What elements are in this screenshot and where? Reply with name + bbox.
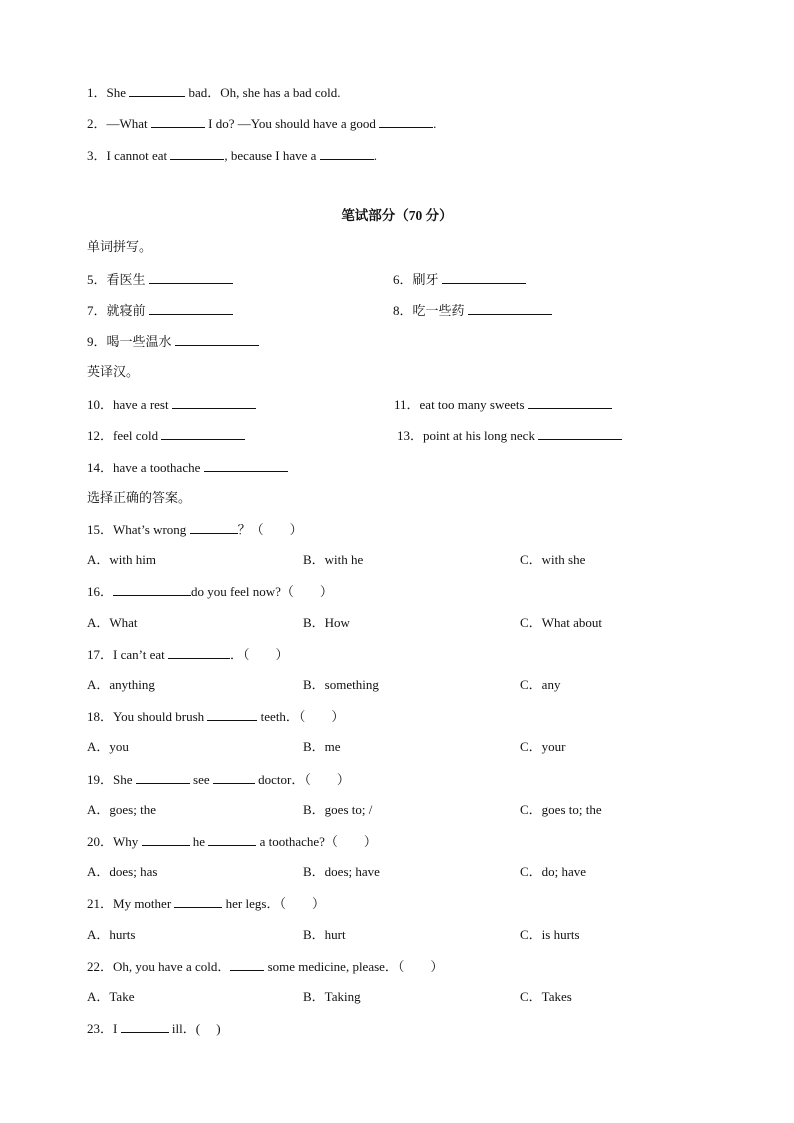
option-b[interactable]: B．hurt — [303, 927, 346, 942]
option-c[interactable]: C．your — [520, 739, 566, 754]
option-b[interactable]: B．me — [303, 739, 341, 754]
question-17 — [87, 646, 289, 663]
question-text: —What — [106, 116, 151, 131]
question-text: some medicine, please．（ ） — [264, 959, 444, 974]
answer-blank[interactable] — [213, 771, 255, 784]
answer-blank[interactable] — [174, 895, 222, 908]
question-text: point at his long neck — [423, 428, 539, 443]
answer-blank[interactable] — [175, 333, 259, 346]
question-text: I can’t eat — [113, 647, 168, 662]
question-number: 13． — [397, 428, 424, 443]
option-c[interactable]: C．goes to; the — [520, 802, 602, 817]
question-text: bad．Oh, she has a bad cold. — [185, 85, 341, 100]
answer-blank[interactable] — [168, 646, 230, 659]
question-text: She — [113, 772, 136, 787]
question-text: eat too many sweets — [419, 397, 528, 412]
option-b[interactable]: B．Taking — [303, 989, 361, 1004]
question-text: teeth．（ ） — [257, 709, 345, 724]
answer-blank[interactable] — [208, 833, 256, 846]
option-c[interactable]: C．is hurts — [520, 927, 580, 942]
answer-blank[interactable] — [538, 427, 622, 440]
option-c[interactable]: C．Takes — [520, 989, 572, 1004]
question-number: 16． — [87, 584, 114, 599]
question-number: 10． — [87, 397, 114, 412]
answer-blank[interactable] — [207, 708, 257, 721]
option-c[interactable]: C．with she — [520, 552, 586, 567]
option-c[interactable]: C．any — [520, 677, 561, 692]
question-number: 21． — [87, 896, 114, 911]
question-text: You should brush — [113, 709, 208, 724]
question-22 — [87, 958, 443, 975]
question-18 — [87, 708, 344, 725]
question-text: Why — [113, 834, 142, 849]
question-number: 23． — [87, 1021, 114, 1036]
question-text: have a rest — [113, 397, 172, 412]
question-3 — [87, 147, 377, 164]
question-number: 14． — [87, 460, 114, 475]
question-number: 11． — [394, 397, 420, 412]
question-number: 12． — [87, 428, 114, 443]
question-text: Oh, you have a cold． — [113, 959, 231, 974]
question-number: 6． — [393, 272, 413, 287]
question-text: I cannot eat — [106, 148, 171, 163]
question-text: he — [189, 834, 209, 849]
option-b[interactable]: B．goes to; / — [303, 802, 373, 817]
question-23 — [87, 1020, 221, 1037]
translate-item-12 — [87, 427, 245, 444]
question-text: ．（ ） — [230, 647, 289, 662]
question-20 — [87, 833, 377, 850]
question-number: 19． — [87, 772, 114, 787]
option-a[interactable]: A．with him — [87, 552, 156, 567]
question-number: 15． — [87, 522, 114, 537]
question-text: 喝一些温水 — [106, 334, 175, 349]
section-heading-choice: 选择正确的答案。 — [87, 490, 192, 505]
question-number: 8． — [393, 303, 413, 318]
question-text: do you feel now?（ ） — [191, 584, 333, 599]
answer-blank[interactable] — [136, 771, 190, 784]
option-a[interactable]: A．goes; the — [87, 802, 156, 817]
question-text: My mother — [113, 896, 175, 911]
section-heading-spelling: 单词拼写。 — [87, 239, 153, 254]
question-text: her legs．（ ） — [222, 896, 325, 911]
section-heading-translate: 英译汉。 — [87, 364, 140, 379]
question-number: 7． — [87, 303, 107, 318]
answer-blank[interactable] — [320, 147, 374, 160]
question-number: 20． — [87, 834, 114, 849]
question-text: have a toothache — [113, 460, 204, 475]
question-text: doctor．（ ） — [254, 772, 350, 787]
option-c[interactable]: C．do; have — [520, 864, 587, 879]
question-19 — [87, 771, 350, 788]
question-number: 9． — [87, 334, 107, 349]
translate-item-13 — [397, 427, 622, 444]
question-text: She — [106, 85, 130, 100]
question-text: What’s wrong — [113, 522, 190, 537]
translate-item-14 — [87, 459, 288, 476]
option-b[interactable]: B．with he — [303, 552, 364, 567]
answer-blank[interactable] — [121, 1020, 169, 1033]
question-text: 吃一些药 — [412, 303, 468, 318]
question-text: a toothache?（ ） — [256, 834, 377, 849]
answer-blank[interactable] — [142, 833, 190, 846]
answer-blank[interactable] — [151, 115, 205, 128]
answer-blank[interactable] — [149, 271, 233, 284]
option-a[interactable]: A．anything — [87, 677, 155, 692]
option-c[interactable]: C．What about — [520, 615, 602, 630]
question-text: , because I have a — [224, 148, 320, 163]
question-16 — [87, 583, 333, 600]
question-number: 1． — [87, 85, 107, 100]
question-text: I — [113, 1021, 121, 1036]
spelling-item-8 — [393, 302, 552, 319]
question-number: 2． — [87, 116, 107, 131]
option-a[interactable]: A．What — [87, 615, 138, 630]
answer-blank[interactable] — [204, 459, 288, 472]
answer-blank[interactable] — [230, 958, 264, 971]
question-text: ill．( ) — [168, 1021, 221, 1036]
question-text: I do? —You should have a good — [204, 116, 380, 131]
answer-blank[interactable] — [161, 427, 245, 440]
question-15 — [87, 521, 303, 538]
written-section-title: 笔试部分（70 分） — [341, 208, 453, 223]
spelling-item-9 — [87, 333, 259, 350]
question-text: 就寝前 — [106, 303, 149, 318]
question-text: . — [373, 148, 377, 163]
question-21 — [87, 895, 325, 912]
option-a[interactable]: A．you — [87, 739, 129, 754]
question-text: see — [189, 772, 213, 787]
question-text: . — [433, 116, 437, 131]
question-number: 5． — [87, 272, 107, 287]
option-a[interactable]: A．Take — [87, 989, 135, 1004]
option-b[interactable]: B．does; have — [303, 864, 380, 879]
spelling-item-5 — [87, 271, 233, 288]
question-2 — [87, 115, 436, 132]
answer-blank[interactable] — [442, 271, 526, 284]
question-text: 刷牙 — [412, 272, 442, 287]
answer-blank[interactable] — [528, 396, 612, 409]
question-text: feel cold — [113, 428, 162, 443]
translate-item-11 — [394, 396, 612, 413]
translate-item-10 — [87, 396, 256, 413]
answer-blank[interactable] — [129, 84, 185, 97]
question-1 — [87, 84, 341, 101]
spelling-item-7 — [87, 302, 233, 319]
option-b[interactable]: B．something — [303, 677, 379, 692]
answer-blank[interactable] — [113, 583, 191, 596]
answer-blank[interactable] — [170, 147, 224, 160]
option-b[interactable]: B．How — [303, 615, 350, 630]
option-a[interactable]: A．hurts — [87, 927, 136, 942]
question-number: 3． — [87, 148, 107, 163]
question-text: 看医生 — [106, 272, 149, 287]
answer-blank[interactable] — [468, 302, 552, 315]
question-number: 17． — [87, 647, 114, 662]
answer-blank[interactable] — [190, 521, 238, 534]
question-number: 18． — [87, 709, 114, 724]
question-number: 22． — [87, 959, 114, 974]
spelling-item-6 — [393, 271, 526, 288]
answer-blank[interactable] — [172, 396, 256, 409]
answer-blank[interactable] — [379, 115, 433, 128]
option-a[interactable]: A．does; has — [87, 864, 158, 879]
answer-blank[interactable] — [149, 302, 233, 315]
question-text: ？（ ） — [237, 522, 303, 537]
